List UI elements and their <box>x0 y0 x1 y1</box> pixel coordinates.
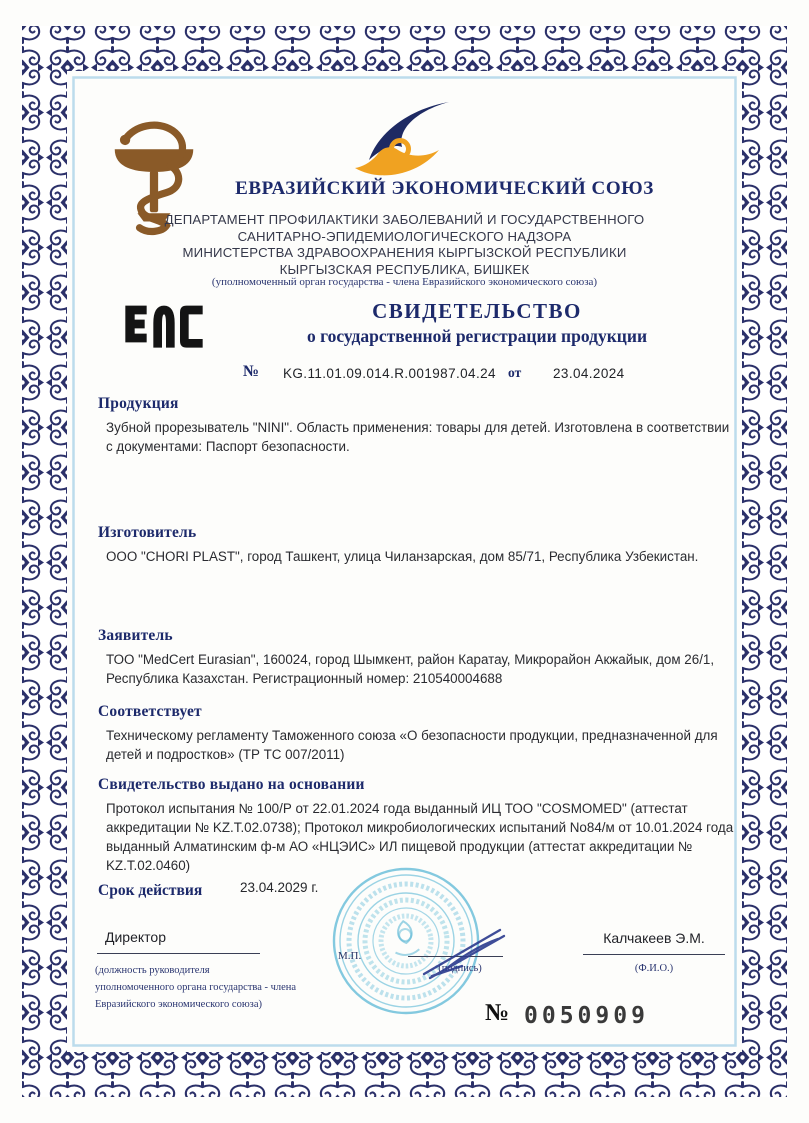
section-heading: Соответствует <box>98 703 202 720</box>
section-applicant <box>98 627 748 688</box>
issuing-authority <box>70 212 739 278</box>
section-heading: Свидетельство выдано на основании <box>98 776 365 793</box>
section-heading: Продукция <box>98 395 179 412</box>
position-note-line: (должность руководителя <box>95 965 210 976</box>
validity-label: Срок действия <box>98 882 203 899</box>
date-label: от <box>508 365 522 380</box>
section-body: Протокол испытания № 100/Р от 22.01.2024 года выданный ИЦ ТОО "COSMOMED" (аттестат аккредитации № KZ.Т.02.0738); Протокол микробиологических испытаний No84/м от 10.01.2024 года выданный Алматинским ф-м АО «НЦЭИС» ИЛ пищевой продукции (аттестат аккредитации № KZ.Т.02.0460) <box>106 801 734 873</box>
authority-line: САНИТАРНО-ЭПИДЕМИОЛОГИЧЕСКОГО НАДЗОРА <box>237 228 572 244</box>
document-title: СВИДЕТЕЛЬСТВО <box>372 299 582 323</box>
union-title: ЕВРАЗИЙСКИЙ ЭКОНОМИЧЕСКИЙ СОЮЗ <box>235 178 654 199</box>
authority-note: (уполномоченный орган государства - члена Евразийского экономического союза) <box>211 276 598 288</box>
signature-note: (подпись) <box>438 963 482 974</box>
section-body: Зубной прорезыватель "NINI". Область применения: товары для детей. Изготовлена в соответствии с документами: Паспорт безопасности. <box>106 420 730 454</box>
position-title: Директор <box>105 929 166 945</box>
section-product <box>98 395 736 456</box>
name-signature-line <box>583 954 725 955</box>
document-subtitle: о государственной регистрации продукции <box>306 326 648 346</box>
section-body: ООО "CHORI PLAST", город Ташкент, улица Чиланзарская, дом 85/71, Республика Узбекистан. <box>106 549 699 564</box>
position-note-line: уполномоченного органа государства - члена <box>95 982 297 993</box>
number-label: № <box>243 363 260 380</box>
name-note: (Ф.И.О.) <box>634 963 674 974</box>
authority-line: ДЕПАРТАМЕНТ ПРОФИЛАКТИКИ ЗАБОЛЕВАНИЙ И ГОСУДАРСТВЕННОГО <box>164 212 645 227</box>
form-number-label: № <box>485 1000 510 1026</box>
section-body: Техническому регламенту Таможенного союза «О безопасности продукции, предназначенной для детей и подростков» (ТР ТС 007/2011) <box>106 728 718 762</box>
certificate-number: KG.11.01.09.014.R.001987.04.24 <box>283 366 496 381</box>
stamp-place-label: М.П. <box>338 950 362 962</box>
position-signature-line <box>97 953 260 954</box>
form-number-value: 0050909 <box>524 1003 649 1029</box>
authority-line: МИНИСТЕРСТВА ЗДРАВООХРАНЕНИЯ КЫРГЫЗСКОЙ РЕСПУБЛИКИ <box>182 245 627 260</box>
section-heading: Заявитель <box>98 627 173 644</box>
eac-mark-icon <box>124 300 204 354</box>
validity-date: 23.04.2029 г. <box>240 880 319 895</box>
section-compliance <box>98 703 754 764</box>
position-note <box>95 962 325 1013</box>
position-note-line: Евразийского экономического союза) <box>95 999 262 1010</box>
section-body: ТОО "MedCert Eurasian", 160024, город Шымкент, район Каратау, Микрорайон Акжайык, дом 26/1, Республика Казахстан. Регистрационный номер: 210540004688 <box>106 652 715 686</box>
authority-line: КЫРГЫЗСКАЯ РЕСПУБЛИКА, БИШКЕК <box>279 261 530 277</box>
handwritten-signature <box>420 922 508 984</box>
certificate-date: 23.04.2024 <box>553 366 625 381</box>
section-heading: Изготовитель <box>98 524 197 541</box>
section-manufacturer <box>98 524 754 566</box>
signer-name: Калчакеев Э.М. <box>603 930 705 946</box>
eaeu-logo-icon <box>337 100 459 180</box>
